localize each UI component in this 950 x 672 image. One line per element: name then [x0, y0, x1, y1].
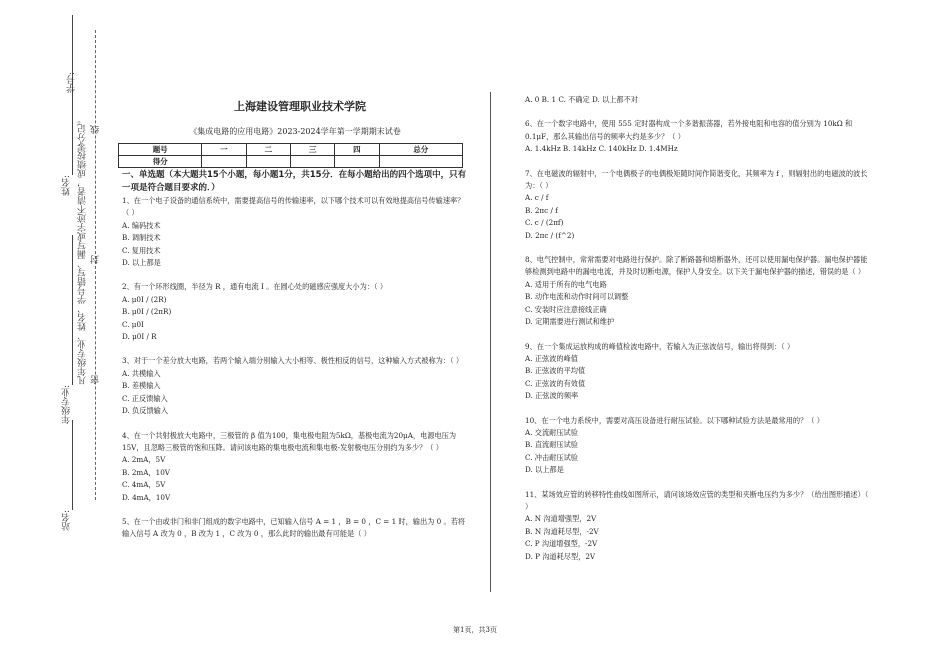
score-col-4: 四 — [335, 144, 379, 156]
exam-title: 《集成电路的应用电路》2023-2024学年第一学期期末试卷 — [189, 127, 401, 136]
question-1: 1、在一个电子设备的通信系统中，需要提高信号的传输速率，以下哪个技术可以有效地提高信号传输速率？（ ） — [122, 196, 465, 218]
q4-option-c: C. 4mA，5V — [122, 480, 166, 490]
q8-option-c: C. 安装时应注意接线正确 — [525, 304, 607, 314]
q11-option-d: D. P 沟道耗尽型，2V — [525, 551, 596, 561]
q5-options: A. 0 B. 1 C. 不确定 D. 以上都不对 — [525, 95, 638, 104]
right-column — [525, 94, 870, 563]
q3-option-c: C. 正反馈输入 — [122, 393, 168, 403]
question-7: 7、在电磁波的辐射中，一个电偶极子的电偶极矩随时间作简谐变化，其频率为 f ，则辐射出的电磁波的波长为：（ ） — [525, 168, 868, 191]
score-table-score-row — [119, 156, 463, 168]
q11-option-b: B. N 沟道耗尽型，-2V — [525, 526, 599, 536]
page-footer: 第1页，共3页 — [453, 626, 497, 634]
q10-option-a: A. 交流耐压试验 — [525, 427, 578, 437]
question-4: 4、在一个共射极放大电路中，三极管的 β 值为100，集电极电阻为5kΩ，基极电流为20μA，电源电压为15V，且忽略三极管的饱和压降。请问该电路的集电极电流和集电极-发射极电压分别约为多少？（ ） — [122, 430, 457, 452]
q8-option-b: B. 动作电流和动作时间可以调整 — [525, 292, 629, 302]
name-label: 姓名: — [62, 175, 72, 197]
q4-option-a: A. 2mA，5V — [122, 455, 166, 465]
q4-option-d: D. 4mA，10V — [122, 492, 171, 502]
seal-xian: 线 — [91, 125, 101, 134]
q9-option-a: A. 正弦波的峰值 — [525, 353, 578, 363]
question-10: 10、在一个电力系统中，需要对高压设备进行耐压试验。以下哪种试验方法是最常用的？（ ） — [525, 415, 824, 425]
q9-option-c: C. 正弦波的有效值 — [525, 378, 586, 388]
left-column — [122, 195, 467, 541]
student-id-label: 学号: — [67, 72, 77, 94]
q1-option-a: A. 编码技术 — [122, 220, 161, 230]
q1-option-d: D. 以上都是 — [122, 258, 161, 268]
q2-option-b: B. μ0I / (2πR) — [122, 307, 172, 317]
question-9: 9、在一个集成运放构成的峰值检波电路中，若输入为正弦波信号，输出将得到：（ ） — [525, 341, 795, 351]
q8-option-a: A. 适用于所有的电气电路 — [525, 279, 607, 289]
score-table-header-row — [119, 144, 463, 156]
q9-option-d: D. 正弦波的频率 — [525, 391, 579, 401]
q8-option-d: D. 定期需要进行测试和维护 — [525, 317, 615, 327]
q3-option-b: B. 差模输入 — [122, 381, 161, 391]
q3-option-d: D. 负反馈输入 — [122, 406, 169, 416]
question-3: 3、对于一个差分放大电路，若两个输入端分别输入大小相等、极性相反的信号，这种输入方式被称为：（ ） — [122, 356, 464, 366]
score-col-label: 题号 — [119, 144, 202, 156]
seal-line — [95, 30, 96, 500]
q10-option-c: C. 冲击耐压试验 — [525, 452, 578, 462]
q10-option-d: D. 以上都是 — [525, 465, 564, 475]
score-table — [118, 143, 463, 168]
q9-option-b: B. 正弦波的平均值 — [525, 366, 586, 376]
q2-option-a: A. μ0I / (2R) — [122, 294, 167, 304]
question-6: 6、在一个数字电路中，使用 555 定时器构成一个多谐振荡器，若外接电阻和电容的值分别为 10kΩ 和 0.1μF，那么其输出信号的频率大约是多少？（ ） — [525, 119, 853, 141]
margin-notice: 凡年级专业、姓名、学号错写、漏写或字迹不清者，成绩按零分记。 — [78, 115, 88, 385]
q7-option-c: C. c / (2πf) — [525, 218, 564, 228]
q11-option-c: C. P 沟道增强型，-2V — [525, 539, 598, 549]
q10-option-b: B. 直流耐压试验 — [525, 440, 578, 450]
margin-line-top — [72, 15, 73, 175]
margin-line-bottom — [72, 420, 73, 510]
station-label: 站名: — [62, 510, 72, 532]
score-col-3: 三 — [290, 144, 334, 156]
q1-option-c: C. 复用技术 — [122, 245, 161, 255]
q6-options: A. 1.4kHz B. 14kHz C. 140kHz D. 1.4MHz — [525, 144, 678, 154]
q2-option-c: C. μ0I — [122, 319, 144, 329]
q4-option-b: B. 2mA，10V — [122, 467, 170, 477]
q7-option-d: D. 2πc / (f^2) — [525, 230, 575, 240]
question-11: 11、某场效应管的转移特性曲线如图所示，请问该场效应管的类型和夹断电压约为多少？（给出图形描述）（ ） — [525, 489, 869, 511]
q7-option-a: A. c / f — [525, 193, 549, 203]
score-col-total: 总分 — [379, 144, 462, 156]
question-8: 8、电气控制中，常常需要对电路进行保护。除了断路器和熔断器外，还可以使用漏电保护器。漏电保护器能够检测到电路中的漏电电流，并及时切断电源，保护人身安全。以下关于漏电保护器的描述，错误的是（ ） — [525, 255, 868, 277]
seal-feng: 封 — [91, 255, 101, 264]
school-name: 上海建设管理职业技术学院 — [234, 100, 366, 113]
score-col-2: 二 — [246, 144, 290, 156]
margin-line-mid — [72, 235, 73, 385]
question-5: 5、在一个由或非门和非门组成的数字电路中，已知输入信号 A = 1 ，B = 0 ，C = 1 时，输出为 0 。若将输入信号 A 改为 0 ，B 改为 1 ，C 改为 0 ，那么此时的输出最有可能是（ ） — [122, 516, 466, 539]
q2-option-d: D. μ0I / R — [122, 332, 157, 342]
score-row-label: 得分 — [119, 156, 202, 168]
section-heading: 一、单选题（本大题共15个小题，每小题1分，共15分．在每小题给出的四个选项中，只有一项是符合题目要求的．） — [122, 170, 467, 193]
question-2: 2、有一个环形线圈，半径为 R ，通有电流 I 。在圆心处的磁感应强度大小为：（ ） — [122, 282, 388, 292]
score-col-1: 一 — [202, 144, 246, 156]
q11-option-a: A. N 沟道增强型，2V — [525, 514, 597, 524]
q3-option-a: A. 共模输入 — [122, 368, 161, 378]
column-divider — [490, 92, 491, 592]
seal-mi: 密 — [91, 375, 101, 384]
q7-option-b: B. 2πc / f — [525, 205, 558, 215]
class-label: 年级专业: — [62, 385, 72, 425]
q1-option-b: B. 调制技术 — [122, 233, 161, 243]
